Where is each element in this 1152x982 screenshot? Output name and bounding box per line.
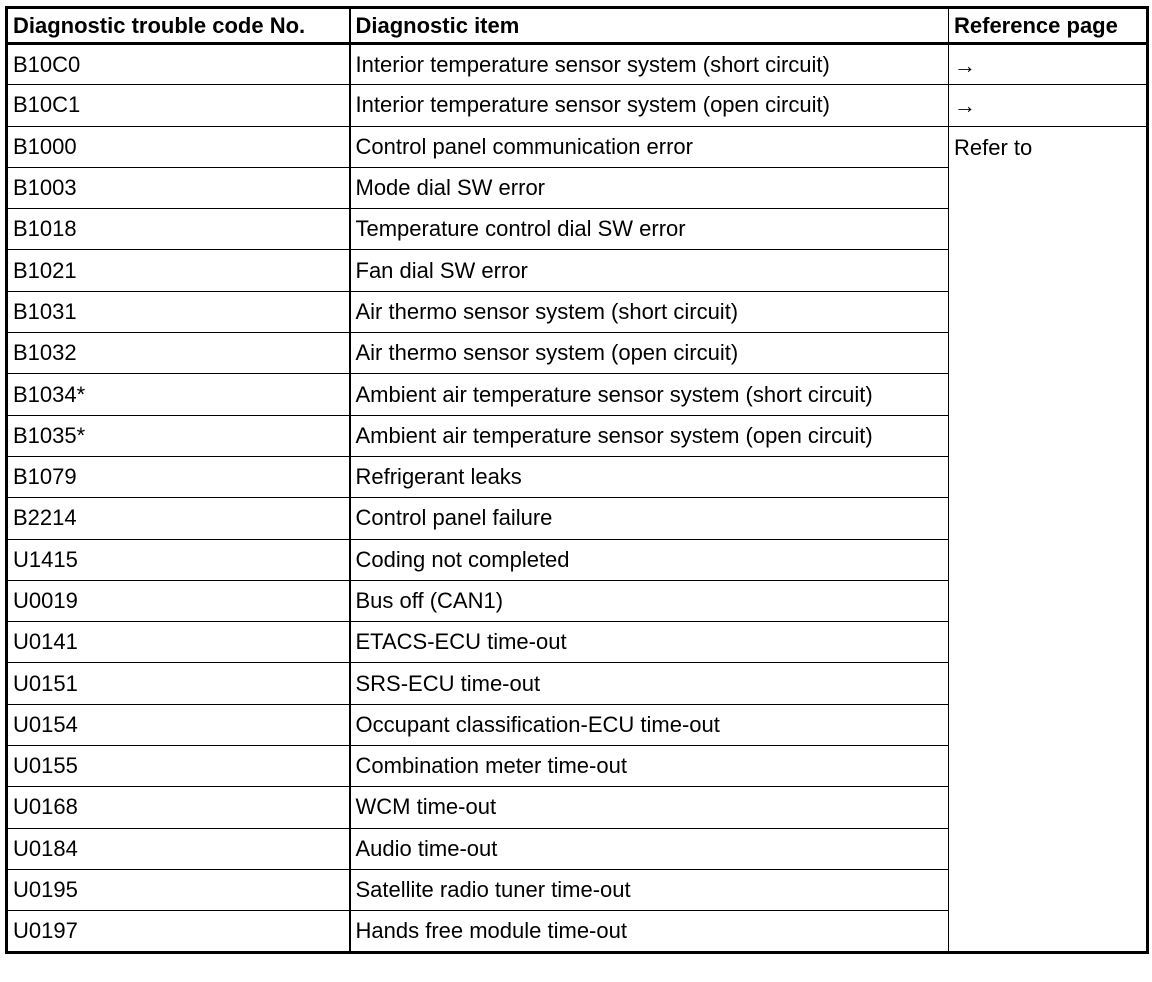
dtc-code-cell: U0184 [7, 828, 350, 869]
table-row [7, 126, 1148, 167]
header-code: Diagnostic trouble code No. [7, 8, 350, 44]
header-item: Diagnostic item [350, 8, 949, 44]
dtc-code-cell: U0151 [7, 663, 350, 704]
diagnostic-item-cell: Occupant classification-ECU time-out [350, 704, 949, 745]
dtc-code-cell: U0168 [7, 787, 350, 828]
table-row [7, 85, 1148, 126]
diagnostic-item-cell: Satellite radio tuner time-out [350, 869, 949, 910]
dtc-code-cell: B10C1 [7, 85, 350, 126]
diagnostic-item-cell: Audio time-out [350, 828, 949, 869]
dtc-code-cell: B1000 [7, 126, 350, 167]
diagnostic-item-cell: Control panel failure [350, 498, 949, 539]
dtc-code-cell: B1035* [7, 415, 350, 456]
diagnostic-item-cell: Interior temperature sensor system (open circuit) [350, 85, 949, 126]
dtc-code-cell: B1032 [7, 333, 350, 374]
table-row [7, 44, 1148, 85]
dtc-code-cell: U0019 [7, 580, 350, 621]
diagnostic-item-cell: Fan dial SW error [350, 250, 949, 291]
dtc-code-cell: U0154 [7, 704, 350, 745]
table-body [7, 44, 1148, 953]
header-ref: Reference page [949, 8, 1148, 44]
dtc-code-cell: B1003 [7, 167, 350, 208]
dtc-code-cell: U0195 [7, 869, 350, 910]
reference-arrow-cell: → [949, 44, 1148, 85]
diagnostic-item-cell: Control panel communication error [350, 126, 949, 167]
diagnostic-item-cell: Ambient air temperature sensor system (open circuit) [350, 415, 949, 456]
diagnostic-item-cell: Refrigerant leaks [350, 456, 949, 497]
header-row [7, 8, 1148, 44]
diagnostic-item-cell: WCM time-out [350, 787, 949, 828]
diagnostic-item-cell: SRS-ECU time-out [350, 663, 949, 704]
diagnostic-item-cell: Ambient air temperature sensor system (short circuit) [350, 374, 949, 415]
reference-arrow-cell: → [949, 85, 1148, 126]
dtc-code-cell: U0197 [7, 911, 350, 952]
diagnostic-item-cell: Air thermo sensor system (short circuit) [350, 291, 949, 332]
dtc-code-cell: B1079 [7, 456, 350, 497]
dtc-code-cell: B1031 [7, 291, 350, 332]
diagnostic-item-cell: ETACS-ECU time-out [350, 622, 949, 663]
reference-page-cell: Refer to [949, 126, 1148, 952]
dtc-code-cell: B1021 [7, 250, 350, 291]
dtc-code-cell: B1034* [7, 374, 350, 415]
diagnostic-item-cell: Interior temperature sensor system (short circuit) [350, 44, 949, 85]
diagnostic-item-cell: Temperature control dial SW error [350, 209, 949, 250]
dtc-code-cell: B2214 [7, 498, 350, 539]
dtc-code-cell: U0155 [7, 746, 350, 787]
dtc-code-cell: B10C0 [7, 44, 350, 85]
dtc-code-cell: U0141 [7, 622, 350, 663]
diagnostic-item-cell: Coding not completed [350, 539, 949, 580]
diagnostic-item-cell: Hands free module time-out [350, 911, 949, 952]
diagnostic-item-cell: Air thermo sensor system (open circuit) [350, 333, 949, 374]
diagnostic-item-cell: Combination meter time-out [350, 746, 949, 787]
dtc-code-cell: B1018 [7, 209, 350, 250]
diagnostic-item-cell: Bus off (CAN1) [350, 580, 949, 621]
dtc-code-cell: U1415 [7, 539, 350, 580]
dtc-table [5, 6, 1149, 954]
diagnostic-item-cell: Mode dial SW error [350, 167, 949, 208]
